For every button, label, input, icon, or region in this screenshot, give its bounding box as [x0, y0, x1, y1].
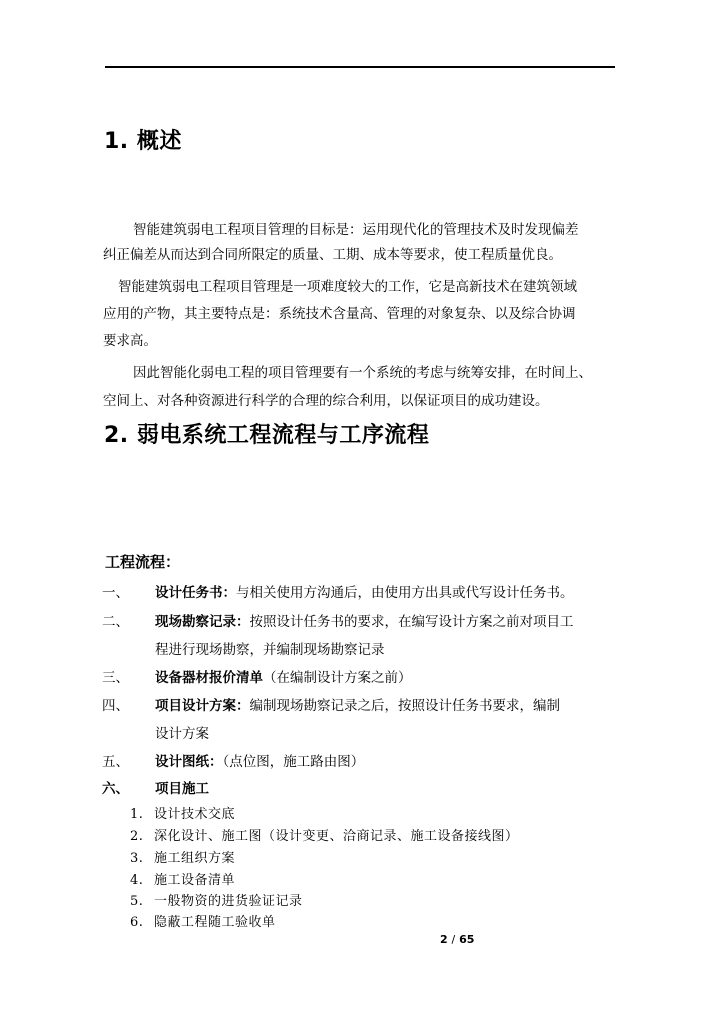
sublist-number: 4. [130, 873, 144, 888]
item-title: 现场勘察记录： [155, 614, 250, 630]
total-pages: 65 [459, 933, 475, 946]
item-text: 与相关使用方沟通后，由使用方出具或代写设计任务书。 [236, 585, 574, 601]
paragraph-line: 因此智能化弱电工程的项目管理要有一个系统的考虑与统筹安排，在时间上、 [133, 365, 592, 381]
sublist-item [130, 890, 303, 909]
item-number: 一、 [102, 585, 129, 601]
item-continuation: 设计方案 [155, 726, 209, 742]
list-item [155, 694, 560, 714]
sublist-text: 一般物资的进货验证记录 [154, 894, 303, 909]
list-item [155, 610, 574, 630]
current-page: 2 [440, 933, 448, 946]
paragraph-line: 空间上、对各种资源进行科学的合理的综合利用，以保证项目的成功建设。 [103, 393, 549, 409]
sublist-item [130, 869, 235, 888]
header-rule [105, 66, 615, 68]
item-title: 设备器材报价清单 [155, 670, 263, 686]
section2-heading: 2. 弱电系统工程流程与工序流程 [104, 423, 430, 448]
item-title: 项目设计方案： [155, 698, 250, 714]
sublist-text: 施工设备清单 [154, 873, 236, 888]
item-number: 二、 [102, 614, 129, 630]
list-item [155, 777, 209, 797]
paragraph-line: 要求高。 [103, 333, 157, 349]
item-number: 三、 [102, 670, 129, 686]
page-number [440, 933, 474, 946]
paragraph-line: 纠正偏差从而达到合同所限定的质量、工期、成本等要求，使工程质量优良。 [103, 247, 562, 263]
item-title: 设计任务书： [155, 585, 236, 601]
sublist-text: 施工组织方案 [154, 851, 236, 866]
sublist-text: 隐蔽工程随工验收单 [154, 915, 276, 930]
section1-heading: 1. 概述 [104, 129, 182, 154]
sublist-item [130, 825, 519, 844]
sublist-text: 设计技术交底 [154, 807, 236, 822]
sublist-text: 深化设计、施工图（设计变更、洽商记录、施工设备接线图） [154, 829, 519, 844]
subheading-process: 工程流程： [105, 553, 181, 571]
item-text: 按照设计任务书的要求，在编写设计方案之前对项目工 [249, 614, 574, 630]
sublist-number: 1. [130, 807, 144, 822]
sublist-number: 2. [130, 829, 144, 844]
sublist-number: 5. [130, 894, 144, 909]
sublist-item [130, 911, 276, 930]
sublist-number: 6. [130, 915, 144, 930]
item-number: 四、 [102, 698, 129, 714]
list-item [155, 750, 364, 770]
item-number: 六、 [102, 781, 129, 797]
item-title: 项目施工 [155, 781, 209, 797]
item-text: （在编制设计方案之前） [263, 670, 412, 686]
item-text: （点位图，施工路由图） [222, 754, 365, 770]
list-item [155, 581, 574, 601]
page-separator: / [451, 933, 456, 946]
sublist-item [130, 847, 235, 866]
paragraph-line: 应用的产物，其主要特点是：系统技术含量高、管理的对象复杂、以及综合协调 [103, 306, 576, 322]
item-title: 设计图纸： [155, 754, 223, 770]
item-number: 五、 [102, 754, 129, 770]
sublist-number: 3. [130, 851, 144, 866]
sublist-item [130, 803, 235, 822]
list-item [155, 666, 412, 686]
item-text: 编制现场勘察记录之后，按照设计任务书要求，编制 [249, 698, 560, 714]
paragraph-line: 智能建筑弱电工程项目管理的目标是：运用现代化的管理技术及时发现偏差 [133, 222, 579, 238]
item-continuation: 程进行现场勘察，并编制现场勘察记录 [155, 642, 385, 658]
paragraph-line: 智能建筑弱电工程项目管理是一项难度较大的工作，它是高新技术在建筑领域 [118, 279, 577, 295]
